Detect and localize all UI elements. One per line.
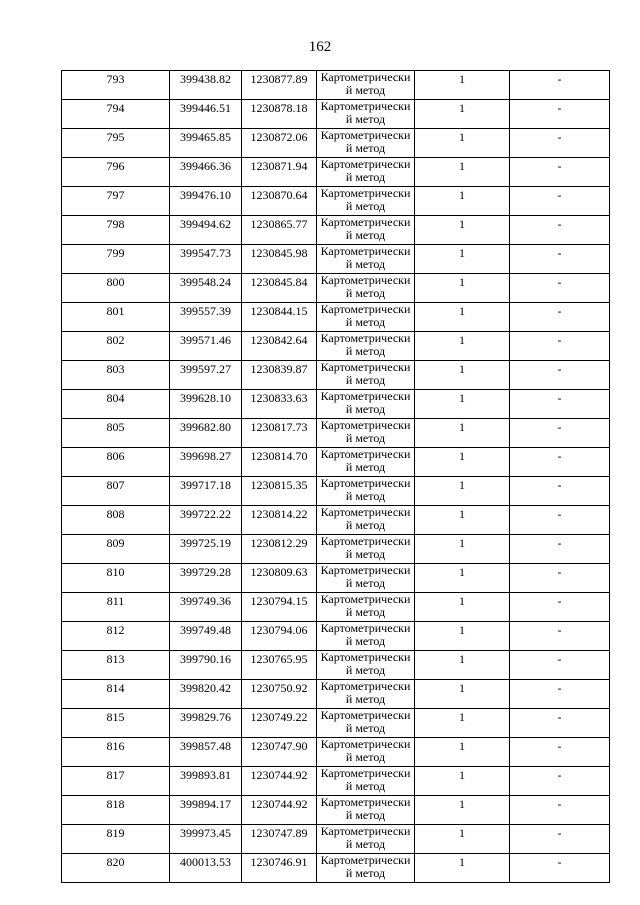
method-line-1: Картометрически	[320, 824, 411, 838]
point-number-cell: 797	[62, 187, 170, 216]
method-cell	[317, 622, 415, 651]
method-cell	[317, 593, 415, 622]
x-coordinate-cell: 399893.81	[170, 767, 242, 796]
accuracy-cell: 1	[415, 448, 510, 477]
point-number-cell: 798	[62, 216, 170, 245]
y-coordinate-cell: 1230814.22	[242, 506, 317, 535]
method-line-2: й метод	[345, 430, 386, 445]
x-coordinate-cell: 399857.48	[170, 738, 242, 767]
x-coordinate-cell: 399466.36	[170, 158, 242, 187]
table-row	[62, 216, 610, 245]
x-coordinate-cell: 399829.76	[170, 709, 242, 738]
x-coordinate-cell: 399557.39	[170, 303, 242, 332]
method-line-2: й метод	[345, 749, 386, 764]
method-line-1: Картометрически	[320, 331, 411, 345]
point-number-cell: 801	[62, 303, 170, 332]
method-cell	[317, 506, 415, 535]
y-coordinate-cell: 1230877.89	[242, 71, 317, 100]
method-line-2: й метод	[345, 459, 386, 474]
method-cell	[317, 129, 415, 158]
x-coordinate-cell: 399465.85	[170, 129, 242, 158]
point-number-cell: 804	[62, 390, 170, 419]
x-coordinate-cell: 399698.27	[170, 448, 242, 477]
point-number-cell: 794	[62, 100, 170, 129]
method-line-1: Картометрически	[320, 621, 411, 635]
y-coordinate-cell: 1230845.98	[242, 245, 317, 274]
accuracy-cell: 1	[415, 390, 510, 419]
point-number-cell: 802	[62, 332, 170, 361]
method-cell	[317, 825, 415, 854]
method-cell	[317, 361, 415, 390]
method-line-1: Картометрически	[320, 766, 411, 780]
method-line-2: й метод	[345, 662, 386, 677]
description-cell: -	[510, 564, 610, 593]
point-number-cell: 805	[62, 419, 170, 448]
description-cell: -	[510, 187, 610, 216]
method-line-2: й метод	[345, 314, 386, 329]
y-coordinate-cell: 1230865.77	[242, 216, 317, 245]
description-cell: -	[510, 767, 610, 796]
x-coordinate-cell: 399547.73	[170, 245, 242, 274]
y-coordinate-cell: 1230750.92	[242, 680, 317, 709]
method-line-1: Картометрически	[320, 476, 411, 490]
table-row	[62, 477, 610, 506]
x-coordinate-cell: 399725.19	[170, 535, 242, 564]
point-number-cell: 818	[62, 796, 170, 825]
y-coordinate-cell: 1230814.70	[242, 448, 317, 477]
description-cell: -	[510, 448, 610, 477]
point-number-cell: 810	[62, 564, 170, 593]
accuracy-cell: 1	[415, 158, 510, 187]
method-line-1: Картометрически	[320, 360, 411, 374]
point-number-cell: 807	[62, 477, 170, 506]
accuracy-cell: 1	[415, 651, 510, 680]
table-row	[62, 303, 610, 332]
table-row	[62, 622, 610, 651]
x-coordinate-cell: 399749.48	[170, 622, 242, 651]
method-line-1: Картометрически	[320, 302, 411, 316]
method-line-1: Картометрически	[320, 244, 411, 258]
method-line-2: й метод	[345, 401, 386, 416]
method-line-2: й метод	[345, 227, 386, 242]
table-row	[62, 709, 610, 738]
table-row	[62, 796, 610, 825]
method-line-1: Картометрически	[320, 186, 411, 200]
method-line-2: й метод	[345, 372, 386, 387]
accuracy-cell: 1	[415, 361, 510, 390]
table-row	[62, 274, 610, 303]
method-line-2: й метод	[345, 111, 386, 126]
x-coordinate-cell: 399494.62	[170, 216, 242, 245]
method-cell	[317, 390, 415, 419]
y-coordinate-cell: 1230794.15	[242, 593, 317, 622]
method-cell	[317, 216, 415, 245]
y-coordinate-cell: 1230815.35	[242, 477, 317, 506]
method-line-2: й метод	[345, 82, 386, 97]
method-cell	[317, 796, 415, 825]
accuracy-cell: 1	[415, 419, 510, 448]
accuracy-cell: 1	[415, 187, 510, 216]
x-coordinate-cell: 399548.24	[170, 274, 242, 303]
method-line-2: й метод	[345, 140, 386, 155]
table-row	[62, 419, 610, 448]
y-coordinate-cell: 1230871.94	[242, 158, 317, 187]
description-cell: -	[510, 709, 610, 738]
accuracy-cell: 1	[415, 535, 510, 564]
table-row	[62, 187, 610, 216]
description-cell: -	[510, 361, 610, 390]
x-coordinate-cell: 399628.10	[170, 390, 242, 419]
method-line-1: Картометрически	[320, 708, 411, 722]
method-cell	[317, 477, 415, 506]
description-cell: -	[510, 274, 610, 303]
method-line-1: Картометрически	[320, 418, 411, 432]
method-cell	[317, 680, 415, 709]
description-cell: -	[510, 245, 610, 274]
table-row	[62, 767, 610, 796]
description-cell: -	[510, 303, 610, 332]
x-coordinate-cell: 399476.10	[170, 187, 242, 216]
method-line-2: й метод	[345, 836, 386, 851]
point-number-cell: 793	[62, 71, 170, 100]
x-coordinate-cell: 399894.17	[170, 796, 242, 825]
table-row	[62, 680, 610, 709]
method-line-1: Картометрически	[320, 273, 411, 287]
x-coordinate-cell: 399597.27	[170, 361, 242, 390]
accuracy-cell: 1	[415, 332, 510, 361]
accuracy-cell: 1	[415, 680, 510, 709]
x-coordinate-cell: 399446.51	[170, 100, 242, 129]
accuracy-cell: 1	[415, 593, 510, 622]
y-coordinate-cell: 1230749.22	[242, 709, 317, 738]
method-line-2: й метод	[345, 488, 386, 503]
method-cell	[317, 535, 415, 564]
table-row	[62, 738, 610, 767]
y-coordinate-cell: 1230794.06	[242, 622, 317, 651]
method-line-2: й метод	[345, 517, 386, 532]
point-number-cell: 812	[62, 622, 170, 651]
table-row	[62, 651, 610, 680]
x-coordinate-cell: 399790.16	[170, 651, 242, 680]
description-cell: -	[510, 535, 610, 564]
y-coordinate-cell: 1230839.87	[242, 361, 317, 390]
accuracy-cell: 1	[415, 825, 510, 854]
method-cell	[317, 158, 415, 187]
y-coordinate-cell: 1230809.63	[242, 564, 317, 593]
point-number-cell: 809	[62, 535, 170, 564]
point-number-cell: 806	[62, 448, 170, 477]
method-cell	[317, 854, 415, 883]
method-line-1: Картометрически	[320, 215, 411, 229]
description-cell: -	[510, 71, 610, 100]
description-cell: -	[510, 332, 610, 361]
x-coordinate-cell: 399749.36	[170, 593, 242, 622]
table-row	[62, 129, 610, 158]
point-number-cell: 813	[62, 651, 170, 680]
description-cell: -	[510, 158, 610, 187]
description-cell: -	[510, 651, 610, 680]
x-coordinate-cell: 399438.82	[170, 71, 242, 100]
method-line-2: й метод	[345, 575, 386, 590]
point-number-cell: 817	[62, 767, 170, 796]
table-row	[62, 448, 610, 477]
accuracy-cell: 1	[415, 245, 510, 274]
accuracy-cell: 1	[415, 477, 510, 506]
point-number-cell: 796	[62, 158, 170, 187]
y-coordinate-cell: 1230844.15	[242, 303, 317, 332]
y-coordinate-cell: 1230812.29	[242, 535, 317, 564]
description-cell: -	[510, 100, 610, 129]
accuracy-cell: 1	[415, 303, 510, 332]
y-coordinate-cell: 1230744.92	[242, 796, 317, 825]
accuracy-cell: 1	[415, 564, 510, 593]
point-number-cell: 800	[62, 274, 170, 303]
y-coordinate-cell: 1230746.91	[242, 854, 317, 883]
x-coordinate-cell: 399729.28	[170, 564, 242, 593]
description-cell: -	[510, 796, 610, 825]
accuracy-cell: 1	[415, 100, 510, 129]
method-cell	[317, 100, 415, 129]
method-line-1: Картометрически	[320, 157, 411, 171]
point-number-cell: 820	[62, 854, 170, 883]
description-cell: -	[510, 738, 610, 767]
x-coordinate-cell: 399820.42	[170, 680, 242, 709]
method-line-1: Картометрически	[320, 592, 411, 606]
method-line-2: й метод	[345, 256, 386, 271]
point-number-cell: 799	[62, 245, 170, 274]
method-line-2: й метод	[345, 691, 386, 706]
method-line-2: й метод	[345, 633, 386, 648]
point-number-cell: 811	[62, 593, 170, 622]
y-coordinate-cell: 1230765.95	[242, 651, 317, 680]
table-row	[62, 593, 610, 622]
y-coordinate-cell: 1230747.90	[242, 738, 317, 767]
table-row	[62, 158, 610, 187]
x-coordinate-cell: 399682.80	[170, 419, 242, 448]
method-line-1: Картометрически	[320, 389, 411, 403]
table-row	[62, 100, 610, 129]
accuracy-cell: 1	[415, 854, 510, 883]
table-row	[62, 361, 610, 390]
method-line-1: Картометрически	[320, 70, 411, 84]
method-line-2: й метод	[345, 169, 386, 184]
method-line-1: Картометрически	[320, 853, 411, 867]
y-coordinate-cell: 1230744.92	[242, 767, 317, 796]
point-number-cell: 814	[62, 680, 170, 709]
accuracy-cell: 1	[415, 709, 510, 738]
method-line-1: Картометрически	[320, 447, 411, 461]
description-cell: -	[510, 506, 610, 535]
table-row	[62, 535, 610, 564]
table-row	[62, 564, 610, 593]
method-line-2: й метод	[345, 778, 386, 793]
accuracy-cell: 1	[415, 738, 510, 767]
method-cell	[317, 419, 415, 448]
point-number-cell: 795	[62, 129, 170, 158]
table-row	[62, 71, 610, 100]
method-line-2: й метод	[345, 807, 386, 822]
table-row	[62, 506, 610, 535]
method-line-2: й метод	[345, 720, 386, 735]
accuracy-cell: 1	[415, 129, 510, 158]
method-cell	[317, 303, 415, 332]
table-row	[62, 245, 610, 274]
method-cell	[317, 709, 415, 738]
coordinates-table-body	[62, 71, 610, 883]
point-number-cell: 803	[62, 361, 170, 390]
x-coordinate-cell: 399973.45	[170, 825, 242, 854]
table-row	[62, 332, 610, 361]
accuracy-cell: 1	[415, 71, 510, 100]
method-cell	[317, 245, 415, 274]
table-row	[62, 825, 610, 854]
point-number-cell: 815	[62, 709, 170, 738]
method-cell	[317, 71, 415, 100]
x-coordinate-cell: 399722.22	[170, 506, 242, 535]
method-line-1: Картометрически	[320, 505, 411, 519]
method-line-1: Картометрически	[320, 99, 411, 113]
method-cell	[317, 187, 415, 216]
point-number-cell: 808	[62, 506, 170, 535]
description-cell: -	[510, 622, 610, 651]
description-cell: -	[510, 129, 610, 158]
y-coordinate-cell: 1230845.84	[242, 274, 317, 303]
accuracy-cell: 1	[415, 274, 510, 303]
method-cell	[317, 651, 415, 680]
method-line-2: й метод	[345, 865, 386, 880]
y-coordinate-cell: 1230870.64	[242, 187, 317, 216]
method-line-1: Картометрически	[320, 737, 411, 751]
method-line-2: й метод	[345, 604, 386, 619]
method-line-2: й метод	[345, 198, 386, 213]
point-number-cell: 816	[62, 738, 170, 767]
description-cell: -	[510, 419, 610, 448]
x-coordinate-cell: 400013.53	[170, 854, 242, 883]
coordinates-table	[61, 70, 610, 883]
method-cell	[317, 448, 415, 477]
y-coordinate-cell: 1230878.18	[242, 100, 317, 129]
method-cell	[317, 767, 415, 796]
y-coordinate-cell: 1230747.89	[242, 825, 317, 854]
method-cell	[317, 332, 415, 361]
x-coordinate-cell: 399571.46	[170, 332, 242, 361]
description-cell: -	[510, 390, 610, 419]
x-coordinate-cell: 399717.18	[170, 477, 242, 506]
method-line-2: й метод	[345, 285, 386, 300]
method-line-1: Картометрически	[320, 128, 411, 142]
y-coordinate-cell: 1230872.06	[242, 129, 317, 158]
method-cell	[317, 738, 415, 767]
table-row	[62, 854, 610, 883]
method-line-1: Картометрически	[320, 679, 411, 693]
accuracy-cell: 1	[415, 796, 510, 825]
description-cell: -	[510, 216, 610, 245]
method-line-1: Картометрически	[320, 795, 411, 809]
description-cell: -	[510, 477, 610, 506]
method-line-2: й метод	[345, 343, 386, 358]
point-number-cell: 819	[62, 825, 170, 854]
table-row	[62, 390, 610, 419]
accuracy-cell: 1	[415, 622, 510, 651]
method-line-1: Картометрически	[320, 534, 411, 548]
accuracy-cell: 1	[415, 506, 510, 535]
description-cell: -	[510, 680, 610, 709]
y-coordinate-cell: 1230833.63	[242, 390, 317, 419]
description-cell: -	[510, 593, 610, 622]
y-coordinate-cell: 1230842.64	[242, 332, 317, 361]
method-line-1: Картометрически	[320, 563, 411, 577]
method-line-1: Картометрически	[320, 650, 411, 664]
method-line-2: й метод	[345, 546, 386, 561]
page-number: 162	[308, 39, 332, 55]
method-cell	[317, 274, 415, 303]
description-cell: -	[510, 825, 610, 854]
accuracy-cell: 1	[415, 216, 510, 245]
y-coordinate-cell: 1230817.73	[242, 419, 317, 448]
method-cell	[317, 564, 415, 593]
accuracy-cell: 1	[415, 767, 510, 796]
description-cell: -	[510, 854, 610, 883]
